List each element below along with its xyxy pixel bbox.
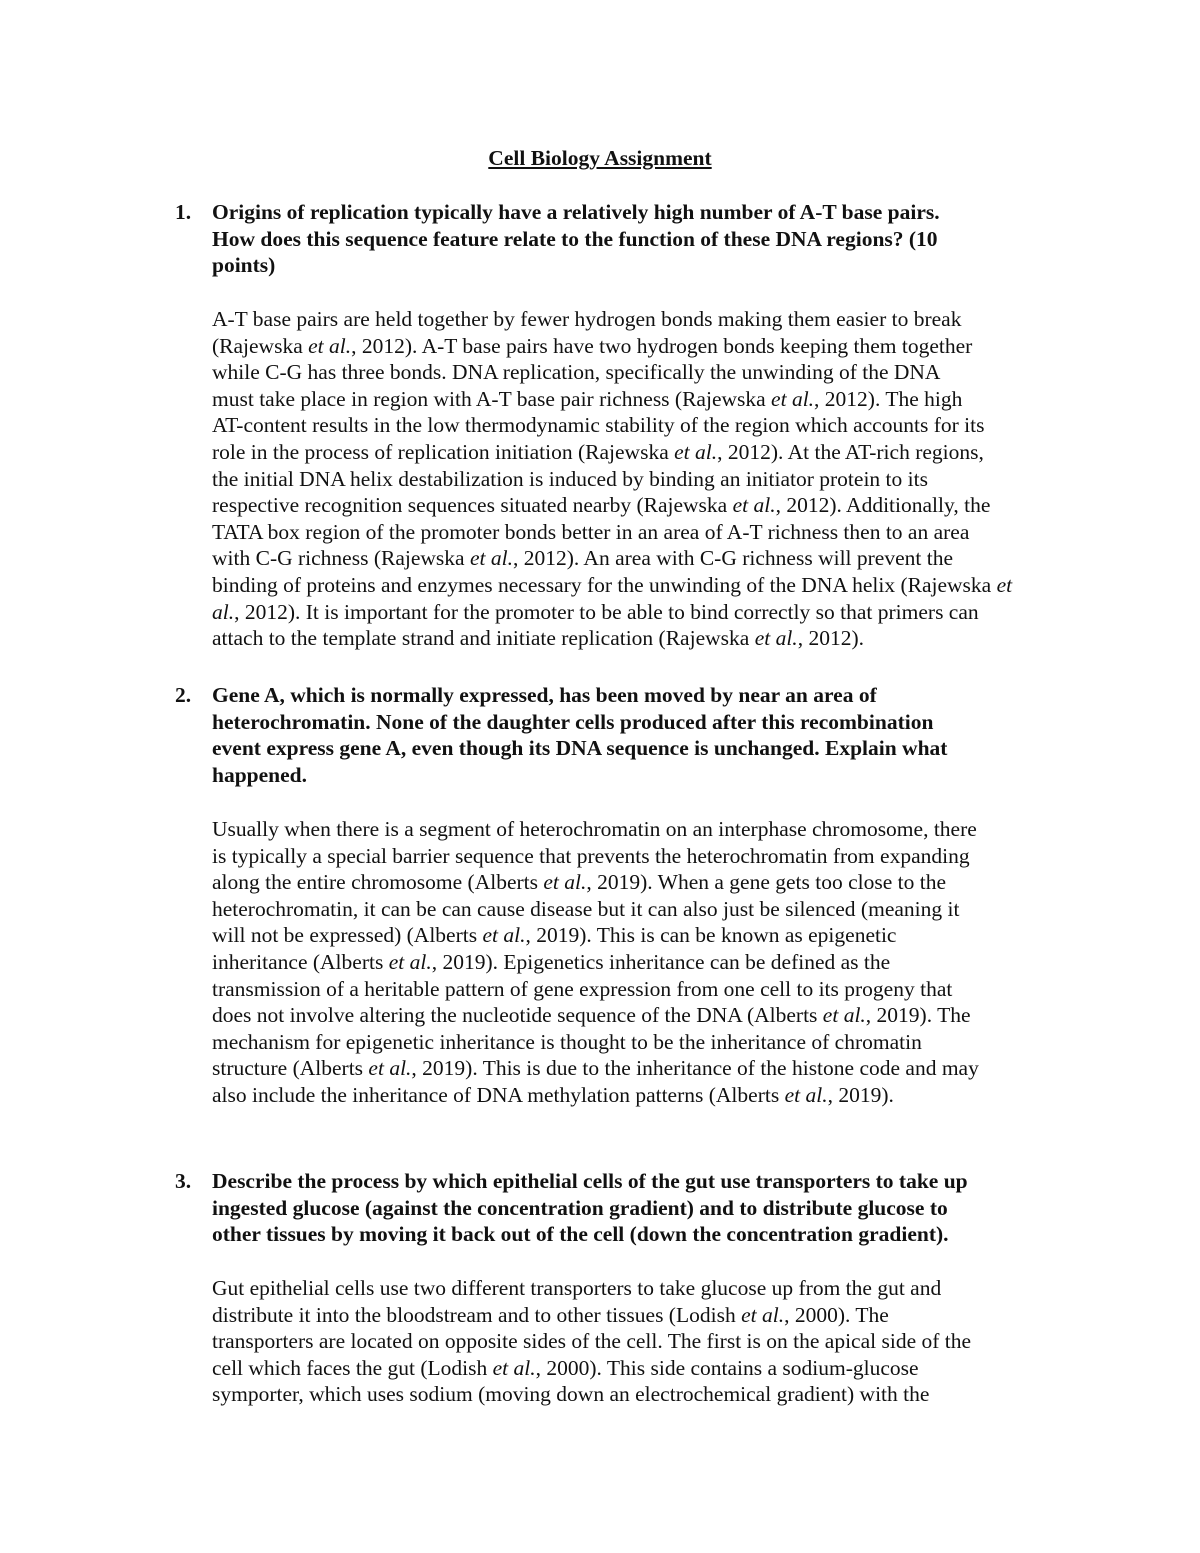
answer-text: AT-content results in the low thermodynamic stability of the region which accounts for its — [212, 413, 985, 438]
question-3 — [175, 1168, 1055, 1248]
citation-italic: et al. — [469, 546, 513, 571]
answer-text: transmission of a heritable pattern of gene expression from one cell to its progeny that — [212, 976, 953, 1001]
answer-text: , 2019). This is can be known as epigenetic — [525, 923, 897, 948]
answer-line — [212, 922, 1062, 949]
answer-text: must take place in region with A-T base pair richness (Rajewska — [212, 386, 772, 411]
citation-italic: al. — [212, 599, 235, 624]
answer-line — [212, 466, 1062, 493]
citation-italic: et al. — [308, 333, 352, 358]
question-1 — [175, 199, 1055, 279]
answer-text: , 2012). The high — [814, 386, 963, 411]
question-line: other tissues by moving it back out of the cell (down the concentration gradient). — [212, 1222, 949, 1246]
answer-line — [212, 306, 1062, 333]
answer-text: , 2000). The — [784, 1302, 889, 1327]
answer-line — [212, 1029, 1062, 1056]
question-line: happened. — [212, 762, 307, 787]
citation-italic: et al. — [784, 1082, 828, 1107]
answer-text: , 2019). When a gene gets too close to the — [586, 870, 947, 895]
answer-line — [212, 869, 1062, 896]
answer-text: respective recognition sequences situated nearby (Rajewska — [212, 493, 733, 518]
answer-text: , 2012). At the AT-rich regions, — [717, 439, 984, 464]
answer-text: , 2012). An area with C-G richness will prevent the — [512, 546, 953, 571]
question-text — [212, 1168, 1055, 1248]
citation-italic: et al. — [543, 870, 587, 895]
citation-italic: et al. — [482, 923, 526, 948]
answer-line — [212, 1328, 1062, 1355]
answer-2 — [212, 816, 1062, 1109]
answer-line — [212, 896, 1062, 923]
citation-italic: et al. — [771, 386, 815, 411]
answer-text: the initial DNA helix destabilization is induced by binding an initiator protein to its — [212, 466, 928, 491]
answer-line — [212, 492, 1062, 519]
question-2 — [175, 682, 1055, 788]
answer-text: is typically a special barrier sequence that prevents the heterochromatin from expanding — [212, 843, 970, 868]
answer-3 — [212, 1275, 1062, 1408]
answer-line — [212, 1355, 1062, 1382]
answer-text: A-T base pairs are held together by fewer hydrogen bonds making them easier to break — [212, 307, 962, 331]
question-number: 3. — [175, 1169, 192, 1193]
answer-line — [212, 359, 1062, 386]
answer-text: also include the inheritance of DNA methylation patterns (Alberts — [212, 1082, 785, 1107]
answer-text: structure (Alberts — [212, 1056, 369, 1081]
answer-1 — [212, 306, 1062, 652]
answer-text: , 2019). The — [865, 1003, 971, 1028]
answer-text: does not involve altering the nucleotide sequence of the DNA (Alberts — [212, 1003, 823, 1028]
answer-text: while C-G has three bonds. DNA replication, specifically the unwinding of the DNA — [212, 360, 941, 385]
answer-line — [212, 545, 1062, 572]
answer-line — [212, 625, 1062, 652]
citation-italic: et al. — [741, 1302, 785, 1327]
answer-text: with C-G richness (Rajewska — [212, 546, 470, 571]
page-title: Cell Biology Assignment — [488, 146, 712, 170]
answer-text: (Rajewska — [212, 333, 309, 358]
answer-text: along the entire chromosome (Alberts — [212, 870, 544, 895]
question-line: heterochromatin. None of the daughter cells produced after this recombination — [212, 709, 934, 734]
citation-italic: et al. — [492, 1355, 536, 1380]
answer-text: will not be expressed) (Alberts — [212, 923, 483, 948]
answer-text: distribute it into the bloodstream and to other tissues (Lodish — [212, 1302, 742, 1327]
answer-line — [212, 976, 1062, 1003]
answer-line — [212, 599, 1062, 626]
answer-line — [212, 572, 1062, 599]
answer-text: TATA box region of the promoter bonds better in an area of A-T richness then to an area — [212, 519, 970, 544]
question-line: Describe the process by which epithelial cells of the gut use transporters to take up — [212, 1169, 968, 1193]
answer-text: inheritance (Alberts — [212, 949, 389, 974]
question-number: 1. — [175, 200, 192, 224]
answer-line — [212, 1302, 1062, 1329]
question-text — [212, 682, 1055, 788]
answer-text: role in the process of replication initiation (Rajewska — [212, 439, 675, 464]
citation-italic: et al. — [388, 949, 432, 974]
answer-text: , 2012). It is important for the promoter to be able to bind correctly so that primers can — [234, 599, 979, 624]
answer-line — [212, 816, 1062, 843]
answer-line — [212, 1275, 1062, 1302]
answer-line — [212, 386, 1062, 413]
question-line: Origins of replication typically have a relatively high number of A-T base pairs. — [212, 200, 940, 224]
citation-italic: et — [996, 572, 1013, 597]
answer-line — [212, 519, 1062, 546]
citation-italic: et al. — [368, 1056, 412, 1081]
answer-text: transporters are located on opposite sides of the cell. The first is on the apical side of the — [212, 1329, 972, 1354]
citation-italic: et al. — [674, 439, 718, 464]
answer-line — [212, 412, 1062, 439]
answer-text: , 2012). — [797, 626, 864, 651]
answer-text: heterochromatin, it can be can cause disease but it can also just be silenced (meaning it — [212, 896, 960, 921]
citation-italic: et al. — [754, 626, 798, 651]
question-number: 2. — [175, 683, 192, 707]
answer-text: mechanism for epigenetic inheritance is thought to be the inheritance of chromatin — [212, 1029, 922, 1054]
answer-text: binding of proteins and enzymes necessary for the unwinding of the DNA helix (Rajewska — [212, 572, 997, 597]
question-line: Gene A, which is normally expressed, has been moved by near an area of — [212, 683, 877, 707]
question-line: points) — [212, 253, 276, 277]
answer-text: , 2012). A-T base pairs have two hydrogen bonds keeping them together — [351, 333, 973, 358]
answer-text: , 2019). — [827, 1082, 894, 1107]
answer-text: attach to the template strand and initiate replication (Rajewska — [212, 626, 755, 651]
answer-text: , 2000). This side contains a sodium-glucose — [535, 1355, 919, 1380]
answer-text: , 2019). This is due to the inheritance of the histone code and may — [411, 1056, 979, 1081]
answer-text: Usually when there is a segment of heterochromatin on an interphase chromosome, there — [212, 817, 977, 841]
citation-italic: et al. — [732, 493, 776, 518]
answer-line — [212, 333, 1062, 360]
answer-text: cell which faces the gut (Lodish — [212, 1355, 493, 1380]
question-line: event express gene A, even though its DNA sequence is unchanged. Explain what — [212, 736, 948, 760]
answer-line — [212, 843, 1062, 870]
answer-line — [212, 439, 1062, 466]
answer-line — [212, 1002, 1062, 1029]
question-text — [212, 199, 1055, 279]
question-line: ingested glucose (against the concentration gradient) and to distribute glucose to — [212, 1195, 948, 1220]
answer-line — [212, 949, 1062, 976]
citation-italic: et al. — [822, 1003, 866, 1028]
answer-text: , 2012). Additionally, the — [775, 493, 991, 518]
answer-line — [212, 1381, 1062, 1408]
answer-text: symporter, which uses sodium (moving down an electrochemical gradient) with the — [212, 1382, 930, 1407]
answer-line — [212, 1082, 1062, 1109]
answer-text: , 2019). Epigenetics inheritance can be defined as the — [431, 949, 891, 974]
answer-text: Gut epithelial cells use two different transporters to take glucose up from the gut and — [212, 1276, 942, 1300]
question-line: How does this sequence feature relate to the function of these DNA regions? (10 — [212, 226, 938, 251]
answer-line — [212, 1055, 1062, 1082]
